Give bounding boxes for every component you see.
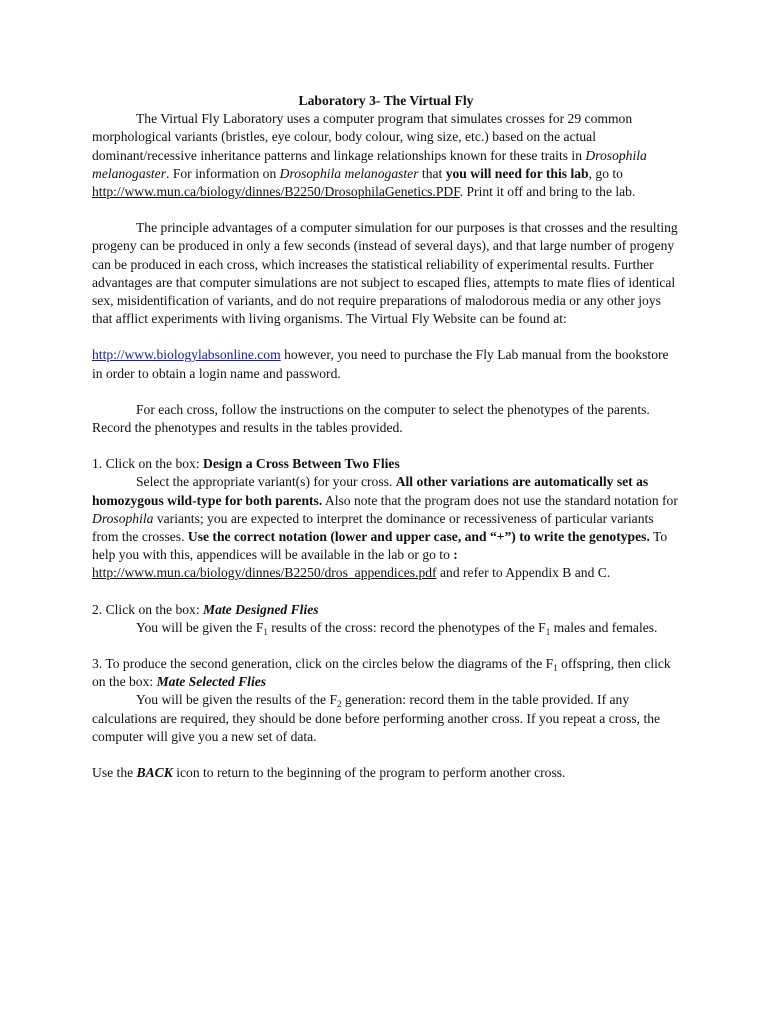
step-3-body	[92, 691, 680, 746]
box-name: Mate Designed Flies	[203, 601, 319, 617]
box-name: Mate Selected Flies	[156, 674, 267, 690]
text: however, you need to purchase the Fly Lab manual from the bookstore in order to obtain a login name and password.	[92, 347, 669, 381]
back-icon-name: BACK	[136, 765, 173, 781]
step-1-heading	[92, 455, 680, 473]
drosophila-genetics-link[interactable]: http://www.mun.ca/biology/dinnes/B2250/DrosophilaGenetics.PDF	[92, 184, 460, 200]
species-name: Drosophila melanogaster	[92, 147, 647, 181]
text: generation: record them in the table provided. If any calculations are required, they should be done before performing another cross. If you repeat a cross, the computer will give you a new set of data.	[92, 692, 661, 744]
genus-name: Drosophila	[92, 510, 154, 526]
text: . Print it off and bring to the lab.	[459, 184, 636, 200]
colon: :	[453, 547, 458, 563]
text: that	[418, 165, 446, 181]
instructions-paragraph: For each cross, follow the instructions on the computer to select the phenotypes of the parents. Record the phenotypes and results in the tables provided.	[92, 401, 650, 436]
subscript: 2	[337, 699, 342, 710]
step-2-heading	[92, 601, 680, 619]
text: offspring, then click on the box:	[92, 656, 671, 690]
biologylabsonline-link[interactable]: http://www.biologylabsonline.com	[92, 347, 281, 363]
subscript: 1	[545, 626, 551, 637]
subscript: 1	[263, 626, 268, 637]
step-3-heading	[92, 655, 680, 691]
emphasis-text: All other variations are automatically set as homozygous wild-type for both parents.	[92, 474, 649, 508]
appendices-link[interactable]: http://www.mun.ca/biology/dinnes/B2250/dros_appendices.pdf	[92, 565, 437, 581]
text: , go to	[588, 165, 623, 181]
text: 2. Click on the box:	[92, 601, 204, 617]
text: You will be given the results of the F	[136, 692, 338, 708]
back-paragraph	[92, 764, 680, 782]
species-name: Drosophila melanogaster	[279, 165, 419, 181]
step-3	[92, 655, 680, 746]
step-2-body	[92, 619, 680, 637]
page-title: Laboratory 3- The Virtual Fly	[298, 93, 474, 108]
text: and refer to Appendix B and C.	[436, 565, 611, 581]
text: males and females.	[550, 619, 658, 635]
box-name: Design a Cross Between Two Flies	[203, 456, 400, 472]
text: Use the	[92, 765, 137, 781]
emphasis-text: Use the correct notation (lower and upper case, and “+”) to write the genotypes.	[187, 529, 650, 545]
step-1	[92, 455, 680, 582]
text: Select the appropriate variant(s) for your cross.	[136, 474, 396, 490]
text: Also note that the program does not use the standard notation for	[322, 492, 678, 508]
step-1-body	[92, 473, 680, 582]
step-2	[92, 601, 680, 637]
website-paragraph	[92, 346, 680, 382]
text: You will be given the F	[136, 619, 264, 635]
emphasis-text: you will need for this lab	[445, 165, 589, 181]
text: The Virtual Fly Laboratory uses a computer program that simulates crosses for 29 common morphological variants (bristles, eye colour, body colour, wing size, etc.) based on the actual dominant/recessive inheritance patterns and linkage relationships known for these traits in	[92, 111, 633, 163]
subscript: 1	[553, 663, 558, 674]
text: 1. Click on the box:	[92, 456, 204, 472]
text: . For information on	[166, 165, 280, 181]
text: 3. To produce the second generation, click on the circles below the diagrams of the F	[92, 656, 554, 672]
advantages-paragraph: The principle advantages of a computer simulation for our purposes is that crosses and the resulting progeny can be produced in only a few seconds (instead of several days), and that large number of progeny can be produced in each cross, which increases the statistical reliability of experimental results. Further advantages are that computer simulations are not subject to escaped flies, attempts to mate flies of identical sex, misidentification of variants, and do not require preparations of malodorous media or any other joys that afflict experiments with living organisms. The Virtual Fly Website can be found at:	[92, 220, 678, 327]
text: variants; you are expected to interpret the dominance or recessiveness of particular variants from the crosses.	[92, 510, 654, 545]
text: icon to return to the beginning of the program to perform another cross.	[172, 765, 566, 781]
text: results of the cross: record the phenotypes of the F	[267, 619, 546, 635]
intro-paragraph	[92, 110, 680, 201]
text: To help you with this, appendices will be available in the lab or go to	[92, 529, 668, 563]
